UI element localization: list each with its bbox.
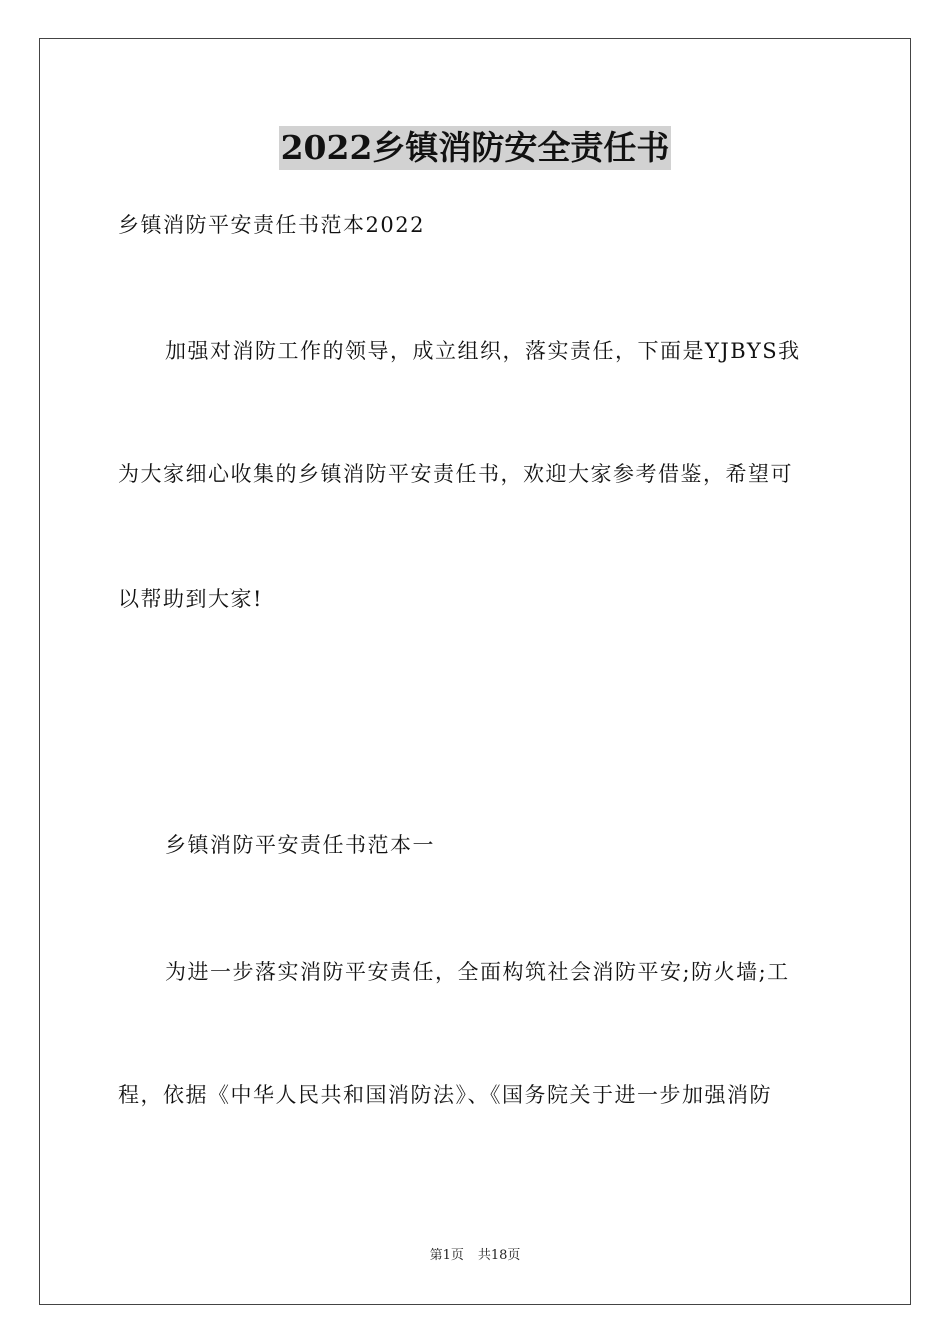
subtitle-line: 乡镇消防平安责任书范本2022: [118, 213, 425, 237]
paragraph-line-5: 程，依据《中华人民共和国消防法》、《国务院关于进一步加强消防: [118, 1083, 772, 1107]
paragraph-line-2: 为大家细心收集的乡镇消防平安责任书，欢迎大家参考借鉴，希望可: [118, 462, 793, 486]
section-heading: 乡镇消防平安责任书范本一: [165, 833, 435, 857]
title-container: [0, 126, 950, 170]
page-number-total: 共18页: [477, 1248, 521, 1263]
paragraph-line-4: 为进一步落实消防平安责任，全面构筑社会消防平安;防火墙;工: [165, 960, 790, 984]
paragraph-line-3: 以帮助到大家!: [118, 587, 263, 611]
page-footer: [0, 1247, 950, 1265]
paragraph-line-1: 加强对消防工作的领导，成立组织，落实责任，下面是YJBYS我: [165, 339, 801, 363]
page-number-current: 第1页: [429, 1248, 464, 1263]
document-title: 2022乡镇消防安全责任书: [279, 126, 672, 170]
